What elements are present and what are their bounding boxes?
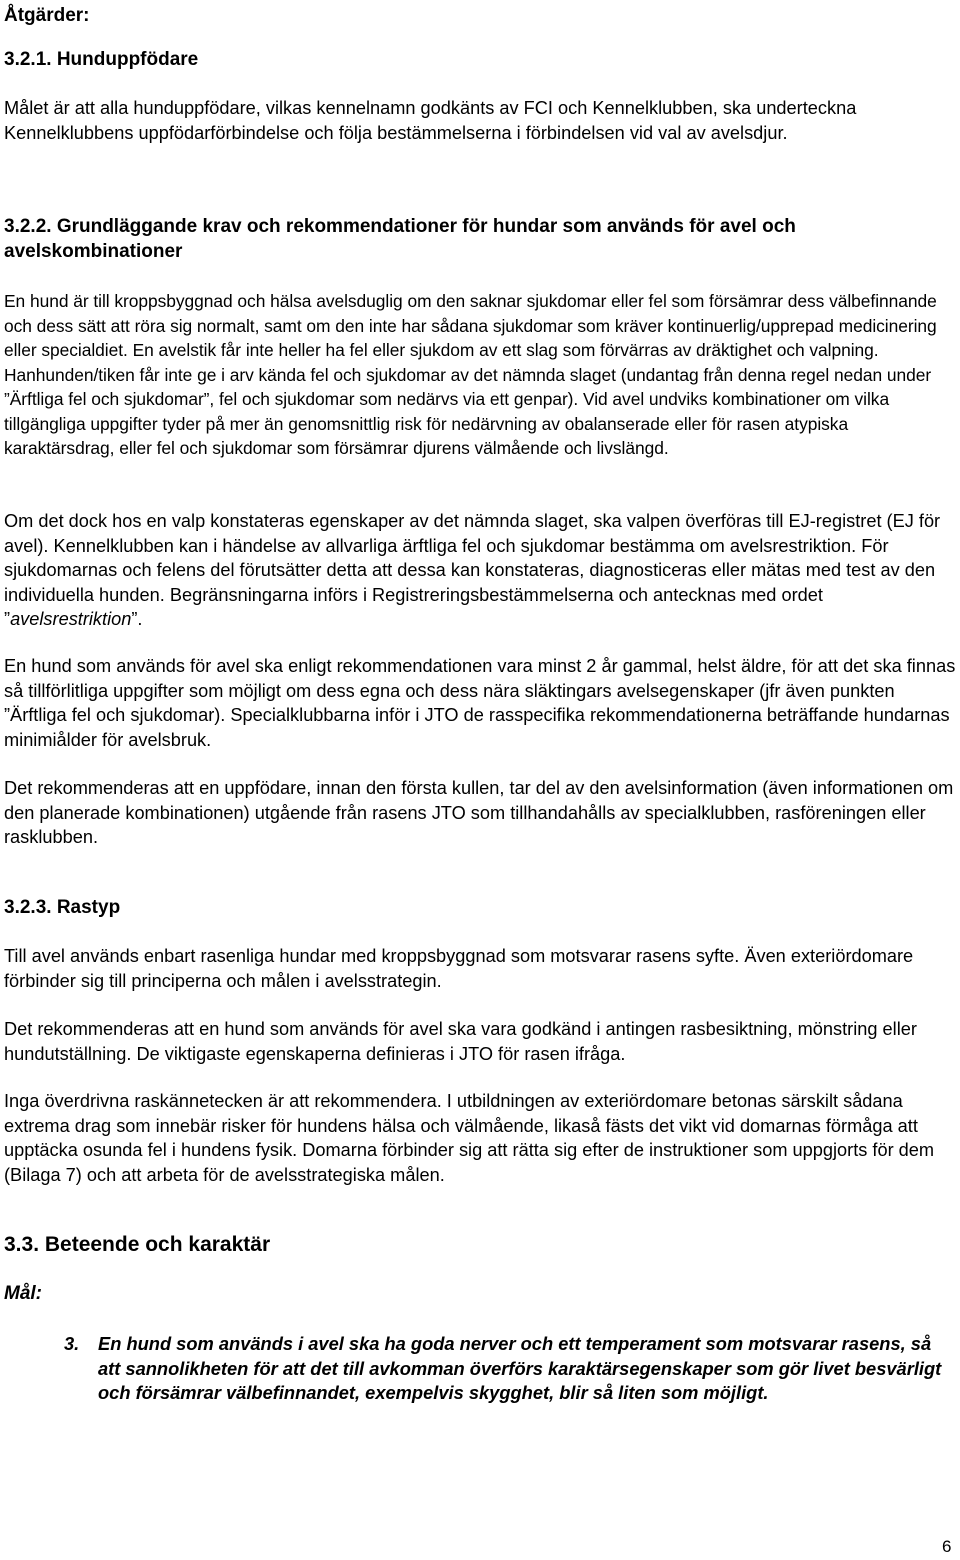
section-3-2-2-paragraph-1: En hund är till kroppsbyggnad och hälsa avelsduglig om den saknar sjukdomar eller fel som försämrar dess välbefinnande och dess sätt att röra sig normalt, samt om den inte har sådana sjukdomar som kräver kontinuerlig/upprepad medicinering eller specialdiet. En avelstik får inte heller ha fel eller sjukdom av ett slag som förvärras av dräktighet och valpning. Hanhunden/tiken får inte ge i arv kända fel och sjukdomar av det nämnda slaget (undantag från denna regel nedan under ”Ärftliga fel och sjukdomar”, fel och sjukdomar som nedärvs via ett genpar). Vid avel undviks kombinationer om vilka tillgängliga uppgifter tyder på mer än genomsnittlig risk för nedärvning av obalanserade eller för rasen atypiska karaktärsdrag, eller fel och sjukdomar som försämrar djurens välmående och livslängd. [4,291,937,458]
section-3-2-2-paragraph-2 [4,509,956,632]
section-3-2-2-paragraph-3: En hund som används för avel ska enligt rekommendationen vara minst 2 år gammal, helst äldre, för att det ska finnas så tillförlitliga uppgifter som möjligt om dess egna och dess nära släktingars avelsegenskaper (jfr även punkten ”Ärftliga fel och sjukdomar). Specialklubbarna inför i JTO de rasspecifika rekommendationerna beträffande hundarnas minimiålder för avelsbruk. [4,656,956,750]
atgarder-heading: Åtgärder: [4,5,90,26]
section-3-2-3-paragraph-2: Det rekommenderas att en hund som används för avel ska vara godkänd i antingen rasbesiktning, mönstring eller hundutställning. De viktigaste egenskaperna definieras i JTO för rasen ifråga. [4,1019,917,1064]
goal-number: 3. [64,1333,80,1354]
section-3-2-2-heading: 3.2.2. Grundläggande krav och rekommendationer för hundar som används för avel och avelskombinationer [4,216,796,262]
section-3-2-2-paragraph-4: Det rekommenderas att en uppfödare, innan den första kullen, tar del av den avelsinformation (även informationen om den planerade kombinationen) utgående från rasens JTO som tillhandahålls av specialklubben, rasföreningen eller rasklubben. [4,778,954,847]
paragraph-2-tail: ”. [131,609,143,629]
mal-label: Mål: [4,1283,42,1304]
section-3-2-3-heading: 3.2.3. Rastyp [4,897,121,918]
page-number: 6 [942,1537,952,1556]
paragraph-2-text: Om det dock hos en valp konstateras egenskaper av det nämnda slaget, ska valpen överföras till EJ-registret (EJ för avel). Kennelklubben kan i händelse av allvarliga ärftliga fel och sjukdomar bestämma om avelsrestriktion. För sjukdomarnas och felens del förutsätter detta att dessa kan konstateras, diagnosticeras eller mätas med test av den individuella hunden. Begränsningarna införs i Registreringsbestämmelserna och antecknas med ordet ” [4,511,941,629]
goal-text: En hund som används i avel ska ha goda nerver och ett temperament som motsvarar rasens, så att sannolikheten för att det till avkomman överförs karaktärsegenskaper som gör livet besvärligt och försämrar välbefinnandet, exempelvis skygghet, blir så liten som möjligt. [98,1333,942,1403]
section-3-2-1-heading: 3.2.1. Hunduppfödare [4,49,199,70]
avelsrestriktion-term: avelsrestriktion [10,609,132,629]
section-3-2-3-paragraph-1: Till avel används enbart rasenliga hundar med kroppsbyggnad som motsvarar rasens syfte. Även exteriördomare förbinder sig till principerna och målen i avelsstrategin. [4,946,914,991]
section-3-3-heading: 3.3. Beteende och karaktär [4,1233,271,1256]
section-3-2-1-paragraph: Målet är att alla hunduppfödare, vilkas kennelnamn godkänts av FCI och Kennelklubben, ska underteckna Kennelklubbens uppfödarförbindelse och följa bestämmelserna i förbindelsen vid val av avelsdjur. [4,98,857,143]
section-3-2-3-paragraph-3: Inga överdrivna raskännetecken är att rekommendera. I utbildningen av exteriördomare betonas särskilt sådana extrema drag som innebär risker för hundens hälsa och välmående, likaså fästs det vikt vid domarnas förmåga att upptäcka osunda fel i hundens fysik. Domarna förbinder sig att rätta sig efter de instruktioner som uppgjorts för dem (Bilaga 7) och att arbeta för de avelsstrategiska målen. [4,1091,935,1185]
goal-item [64,1332,954,1406]
